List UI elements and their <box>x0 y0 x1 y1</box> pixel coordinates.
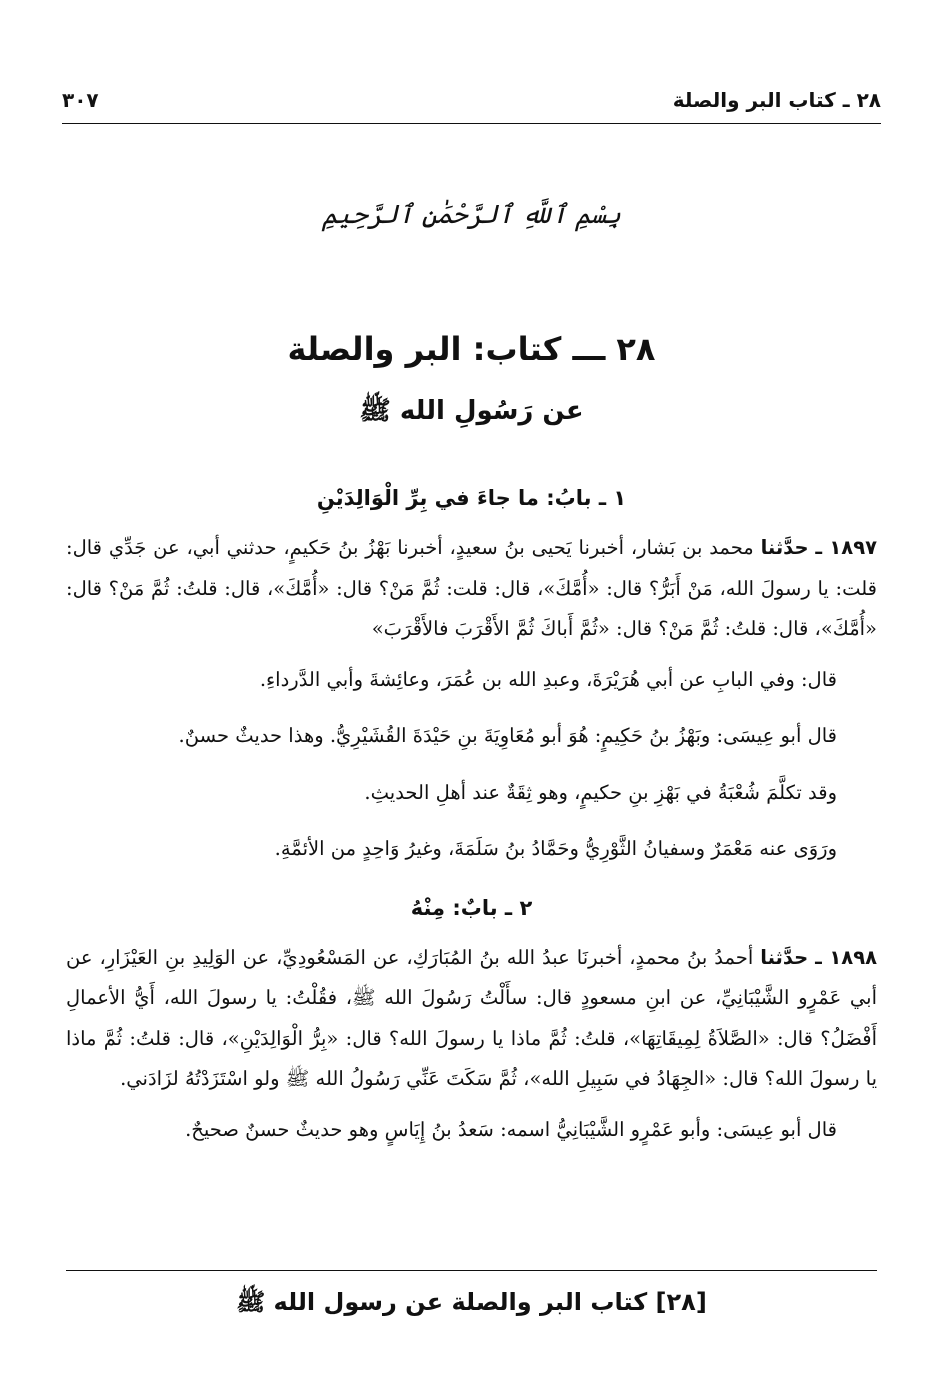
narration-word: حدَّثنا <box>760 536 809 559</box>
note-paragraph: وقد تكلَّمَ شُعْبَةُ في بَهْزِ بنِ حكيمٍ، وهو ثِقَةٌ عند أهلِ الحديثِ. <box>364 780 837 804</box>
page-number: ٣٠٧ <box>62 88 99 112</box>
note-paragraph: قال أبو عِيسَى: وبَهْزُ بنُ حَكِيمٍ: هُوَ أبو مُعَاوِيَةَ بنِ حَيْدَةَ القُشَيْرِيُّ. وهذا حديثٌ حسنٌ. <box>178 724 837 747</box>
basmala: بِسْمِ ٱللَّهِ ٱلرَّحْمَٰنِ ٱلرَّحِيمِ <box>321 200 621 230</box>
chapter-heading-2: ٢ ـ بابٌ: مِنْهُ <box>410 895 533 920</box>
header-chapter-label: ٢٨ ـ كتاب البر والصلة <box>672 88 881 112</box>
main-text <box>66 476 877 1166</box>
hadith-number: ١٨٩٧ ـ <box>815 536 878 559</box>
narration-word: حدَّثنا <box>760 945 809 969</box>
note-paragraph: ورَوَى عنه مَعْمَرٌ وسفيانُ الثَّوْرِيُّ وحَمَّادُ بنُ سَلَمَةَ، وغيرُ وَاحِدٍ من الأئمَّةِ. <box>274 837 837 860</box>
hadith-text: أحمدُ بنُ محمدٍ، أخبرنَا عبدُ الله بنُ المُبَارَكِ، عن المَسْعُودِيِّ، عن الوَلِيدِ بنِ العَيْزَارِ، عن أبي عَمْرٍو الشَّيْبَانِيِّ، عن ابنِ مسعودٍ قال: سأَلْتُ رَسُولَ الله ﷺ، فقُلْتُ: يا رسولَ الله، أَيُّ الأعمالِ أَفْضَلُ؟ قال: «الصَّلاَةُ لِمِيقَاتِهَا»، قلتُ: ثُمَّ ماذا يا رسولَ الله؟ قال: «بِرُّ الْوَالِدَيْنِ»، قال: قلتُ: ثُمَّ ماذا يا رسولَ الله؟ قال: «الجِهَادُ في سَبِيلِ الله»، ثُمَّ سَكَتَ عَنِّي رَسُولُ الله ﷺ ولو اسْتَزَدْتُهُ لزَادَني. <box>66 945 877 1090</box>
note-paragraph: قال: وفي البابِ عن أبي هُرَيْرَةَ، وعبدِ الله بن عُمَرَ، وعائِشةَ وأبي الدَّرداءِ. <box>259 667 837 691</box>
hadith-text: محمد بن بَشار، أخبرنا يَحيى بنُ سعيدٍ، أخبرنا بَهْزُ بنُ حَكيمٍ، حدثني أبي، عن جَدِّي قال: قلت: يا رسولَ الله، مَنْ أَبَرُّ؟ قال: «أُمَّكَ»، قال: قلت: ثُمَّ مَنْ؟ قال: «أُمَّكَ»، قال: قلتُ: ثُمَّ مَنْ؟ قال: «أُمَّكَ»، قال: قلتُ: ثُمَّ مَنْ؟ قال: «ثُمَّ أَباكَ ثُمَّ الأَقْرَبَ فالأَقْرَبَ» <box>66 536 877 640</box>
chapter-heading-1: ١ ـ بابُ: ما جاءَ في بِرِّ الْوَالِدَيْنِ <box>316 486 627 510</box>
note-paragraph: قال أبو عِيسَى: وأبو عَمْرٍو الشَّيْبَانِيُّ اسمه: سَعدُ بنُ إِيَاسٍ وهو حديثٌ حسنٌ صحيحٌ. <box>185 1117 837 1141</box>
header-divider <box>62 123 881 124</box>
hadith-1897 <box>66 528 877 650</box>
footer-divider <box>66 1270 877 1271</box>
hadith-number: ١٨٩٨ ـ <box>815 945 877 969</box>
book-subtitle: عن رَسُولِ الله ﷺ <box>359 396 584 426</box>
book-title: ٢٨ ـــ كتاب: البر والصلة <box>287 330 656 368</box>
footer-title: [٢٨] كتاب البر والصلة عن رسول الله ﷺ <box>236 1288 707 1316</box>
hadith-1898 <box>66 938 877 1100</box>
running-header <box>62 82 881 118</box>
